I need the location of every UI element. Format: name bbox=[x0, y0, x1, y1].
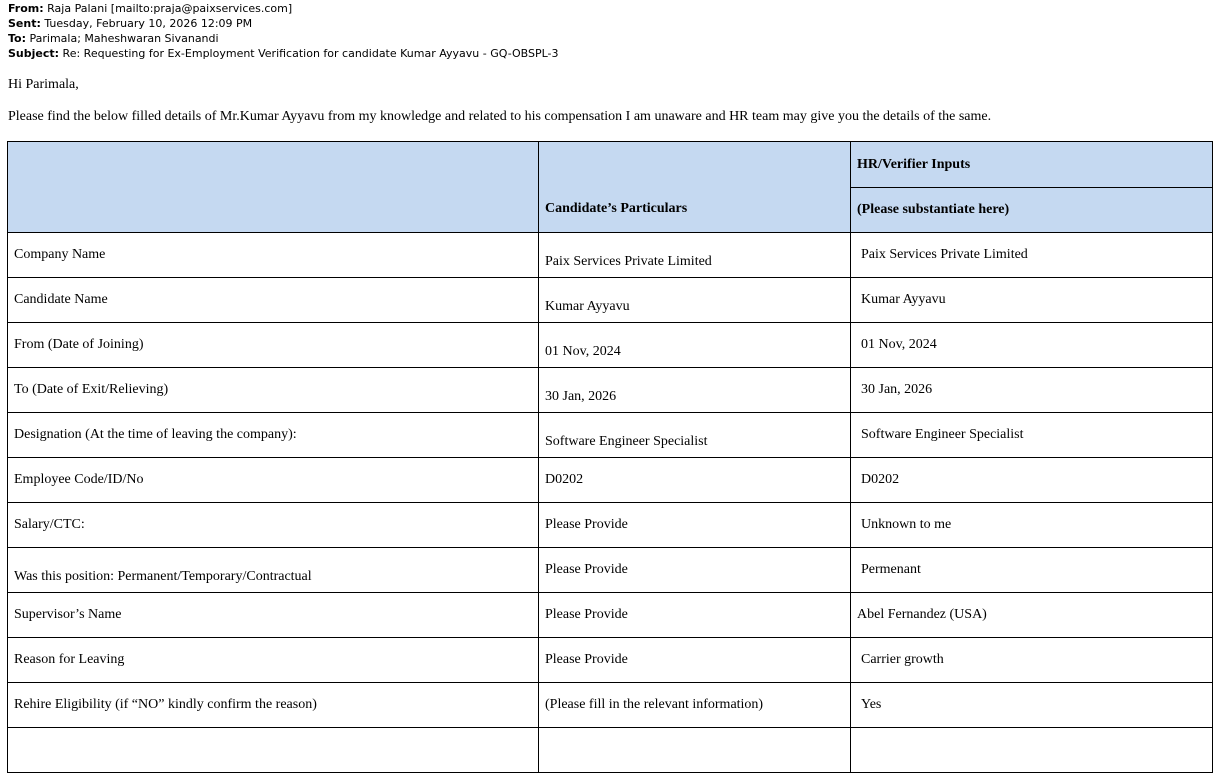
verifier-cell: Carrier growth bbox=[851, 638, 1213, 683]
to-line bbox=[8, 31, 559, 46]
sent-value: Tuesday, February 10, 2026 12:09 PM bbox=[44, 17, 253, 30]
to-label: To: bbox=[8, 32, 26, 45]
table-row bbox=[8, 548, 1213, 593]
candidate-cell: Please Provide bbox=[539, 593, 851, 638]
candidate-cell: Please Provide bbox=[539, 548, 851, 593]
header-verifier-cell bbox=[851, 142, 1213, 188]
table-row bbox=[8, 278, 1213, 323]
table-header-row bbox=[8, 142, 1213, 188]
verifier-cell: Yes bbox=[851, 683, 1213, 728]
verifier-cell: Software Engineer Specialist bbox=[851, 413, 1213, 458]
field-cell: Company Name bbox=[8, 233, 539, 278]
subject-value: Re: Requesting for Ex-Employment Verification for candidate Kumar Ayyavu - GQ-OBSPL-3 bbox=[62, 47, 559, 60]
candidate-cell: (Please fill in the relevant information) bbox=[539, 683, 851, 728]
candidate-cell bbox=[539, 728, 851, 773]
verifier-cell bbox=[851, 728, 1213, 773]
field-cell bbox=[8, 728, 539, 773]
candidate-cell bbox=[539, 278, 851, 323]
field-cell: From (Date of Joining) bbox=[8, 323, 539, 368]
candidate-cell bbox=[539, 323, 851, 368]
field-cell: Employee Code/ID/No bbox=[8, 458, 539, 503]
table-row bbox=[8, 413, 1213, 458]
field-cell bbox=[8, 548, 539, 593]
table-row bbox=[8, 683, 1213, 728]
candidate-value: 30 Jan, 2026 bbox=[545, 389, 617, 404]
header-candidate-cell bbox=[539, 142, 851, 233]
field-cell: Salary/CTC: bbox=[8, 503, 539, 548]
table-row-partial bbox=[8, 728, 1213, 773]
intro-paragraph: Please find the below filled details of Mr.Kumar Ayyavu from my knowledge and related to his compensation I am unaware and HR team may give you the details of the same. bbox=[8, 109, 992, 124]
candidate-value: Paix Services Private Limited bbox=[545, 254, 712, 269]
candidate-cell bbox=[539, 368, 851, 413]
table-row bbox=[8, 593, 1213, 638]
header-verifier-label: HR/Verifier Inputs bbox=[857, 156, 971, 172]
field-cell: Rehire Eligibility (if “NO” kindly confirm the reason) bbox=[8, 683, 539, 728]
subject-line bbox=[8, 46, 559, 61]
header-field-cell bbox=[8, 142, 539, 233]
subject-label: Subject: bbox=[8, 47, 60, 60]
table-row bbox=[8, 458, 1213, 503]
to-value: Parimala; Maheshwaran Sivanandi bbox=[29, 32, 219, 45]
verifier-cell: Paix Services Private Limited bbox=[851, 233, 1213, 278]
candidate-cell: Please Provide bbox=[539, 503, 851, 548]
field-cell: Reason for Leaving bbox=[8, 638, 539, 683]
field-label: Was this position: Permanent/Temporary/Contractual bbox=[14, 569, 312, 584]
greeting: Hi Parimala, bbox=[8, 77, 79, 92]
candidate-cell: D0202 bbox=[539, 458, 851, 503]
verifier-cell: 30 Jan, 2026 bbox=[851, 368, 1213, 413]
candidate-value: Software Engineer Specialist bbox=[545, 434, 708, 449]
field-cell: Supervisor’s Name bbox=[8, 593, 539, 638]
sent-label: Sent: bbox=[8, 17, 41, 30]
verification-table bbox=[7, 141, 1213, 773]
table-row bbox=[8, 638, 1213, 683]
email-header bbox=[8, 1, 559, 61]
sent-line bbox=[8, 16, 559, 31]
verifier-cell: D0202 bbox=[851, 458, 1213, 503]
table-row bbox=[8, 503, 1213, 548]
header-verifier-note-cell bbox=[851, 188, 1213, 233]
header-verifier-note: (Please substantiate here) bbox=[857, 202, 1010, 217]
from-line bbox=[8, 1, 559, 16]
from-label: From: bbox=[8, 2, 44, 15]
verifier-cell: Permenant bbox=[851, 548, 1213, 593]
verifier-cell: Unknown to me bbox=[851, 503, 1213, 548]
candidate-value: Kumar Ayyavu bbox=[545, 299, 630, 314]
table-row bbox=[8, 323, 1213, 368]
verifier-cell: Abel Fernandez (USA) bbox=[851, 593, 1213, 638]
candidate-cell bbox=[539, 233, 851, 278]
from-value[interactable]: Raja Palani [mailto:praja@paixservices.com] bbox=[47, 2, 293, 15]
field-cell: Designation (At the time of leaving the company): bbox=[8, 413, 539, 458]
table-row bbox=[8, 368, 1213, 413]
verifier-cell: Kumar Ayyavu bbox=[851, 278, 1213, 323]
candidate-value: 01 Nov, 2024 bbox=[545, 344, 621, 359]
candidate-cell bbox=[539, 413, 851, 458]
field-cell: Candidate Name bbox=[8, 278, 539, 323]
candidate-cell: Please Provide bbox=[539, 638, 851, 683]
header-candidate-label: Candidate’s Particulars bbox=[545, 201, 688, 216]
table-row bbox=[8, 233, 1213, 278]
field-cell: To (Date of Exit/Relieving) bbox=[8, 368, 539, 413]
verifier-cell: 01 Nov, 2024 bbox=[851, 323, 1213, 368]
